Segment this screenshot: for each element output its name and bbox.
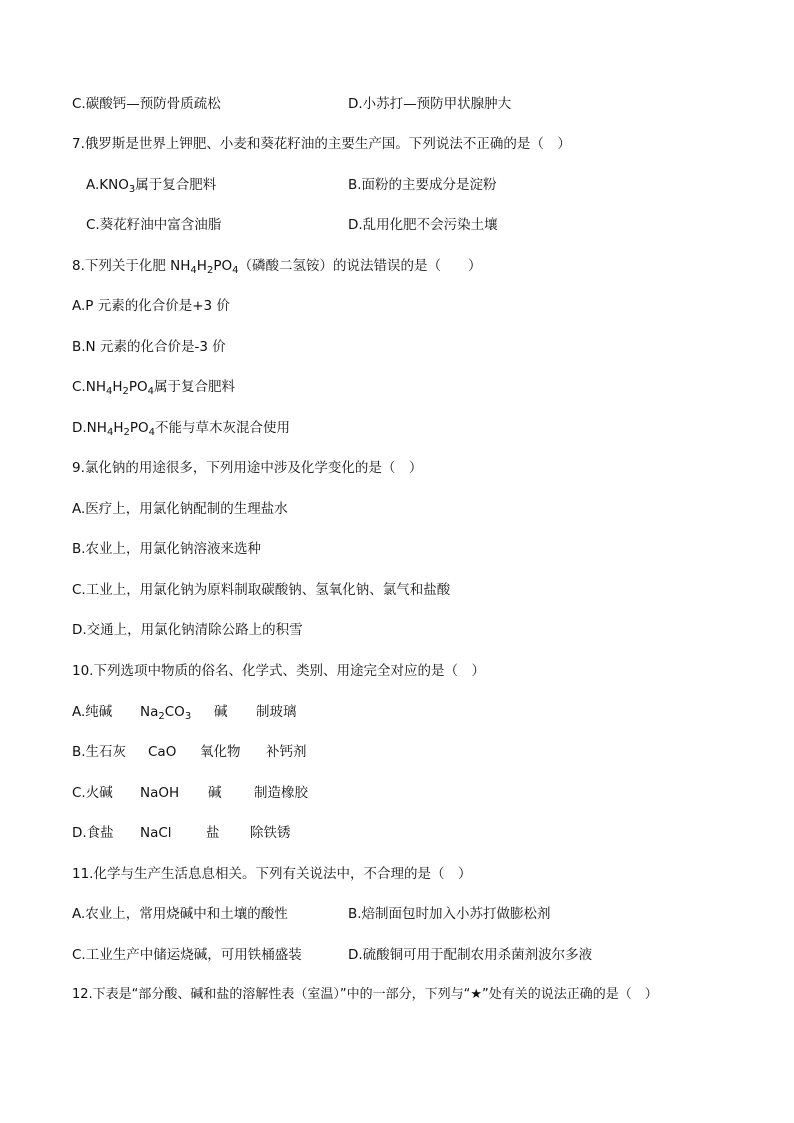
q8-option-b: B.N 元素的化合价是-3 价 — [72, 339, 226, 355]
q10-c-use: 制造橡胶 — [254, 785, 308, 801]
q10-a-name: A.纯碱 — [72, 704, 113, 720]
q7-option-d: D.乱用化肥不会污染土壤 — [348, 217, 498, 233]
q7-option-a: $A.KNO_3$属于复合肥料 — [86, 177, 217, 195]
q10-d-use: 除铁锈 — [250, 825, 291, 841]
q10-a-formula: $Na_2CO_3$ — [140, 704, 192, 722]
q12-stem: 12.下表是“部分酸、碱和盐的溶解性表（室温）”中的一部分，下列与“★”处有关的说法正确的是（ ） — [72, 987, 658, 1002]
q11-option-b: B.焙制面包时加入小苏打做膨松剂 — [348, 906, 551, 922]
q8-option-c: $C.NH_4H_2PO_4$属于复合肥料 — [72, 379, 236, 397]
q7-stem: 7.俄罗斯是世界上钾肥、小麦和葵花籽油的主要生产国。下列说法不正确的是（ ） — [72, 136, 571, 152]
q11-option-a: A.农业上，常用烧碱中和土壤的酸性 — [72, 906, 288, 922]
q10-a-category: 碱 — [214, 704, 228, 720]
q9-option-d: D.交通上，用氯化钠清除公路上的积雪 — [72, 622, 303, 638]
q6-option-c: C.碳酸钙—预防骨质疏松 — [72, 96, 221, 112]
q8-stem: 8.下列关于化肥 $NH_4H_2PO_4$（磷酸二氢铵）的说法错误的是（ ） — [72, 258, 482, 276]
q8-option-d: $D.NH_4H_2PO_4$不能与草木灰混合使用 — [72, 420, 290, 438]
q9-option-b: B.农业上，用氯化钠溶液来选种 — [72, 541, 262, 557]
q9-option-a: A.医疗上，用氯化钠配制的生理盐水 — [72, 501, 288, 517]
q7-option-c: C.葵花籽油中富含油脂 — [86, 217, 222, 233]
q10-b-formula: CaO — [148, 744, 177, 760]
q10-c-category: 碱 — [208, 785, 222, 801]
q10-a-use: 制玻璃 — [256, 704, 297, 720]
q10-c-name: C.火碱 — [72, 785, 113, 801]
q8-option-a: A.P 元素的化合价是+3 价 — [72, 298, 230, 314]
q10-b-use: 补钙剂 — [266, 744, 307, 760]
q10-b-name: B.生石灰 — [72, 744, 127, 760]
q10-c-formula: NaOH — [140, 785, 180, 801]
q10-stem: 10.下列选项中物质的俗名、化学式、类别、用途完全对应的是（ ） — [72, 663, 485, 679]
q11-stem: 11.化学与生产生活息息相关。下列有关说法中，不合理的是（ ） — [72, 866, 472, 882]
q6-option-d: D.小苏打—预防甲状腺肿大 — [348, 96, 512, 112]
q11-option-d: D.硫酸铜可用于配制农用杀菌剂波尔多液 — [348, 947, 593, 963]
q9-option-c: C.工业上，用氯化钠为原料制取碳酸钠、氢氧化钠、氯气和盐酸 — [72, 582, 451, 598]
q11-option-c: C.工业生产中储运烧碱，可用铁桶盛装 — [72, 947, 302, 963]
q9-stem: 9.氯化钠的用途很多，下列用途中涉及化学变化的是（ ） — [72, 460, 423, 476]
q10-d-name: D.食盐 — [72, 825, 114, 841]
q7-option-b: B.面粉的主要成分是淀粉 — [348, 177, 497, 193]
q10-b-category: 氧化物 — [200, 744, 241, 760]
q10-d-category: 盐 — [206, 825, 220, 841]
q10-d-formula: NaCl — [140, 825, 172, 841]
